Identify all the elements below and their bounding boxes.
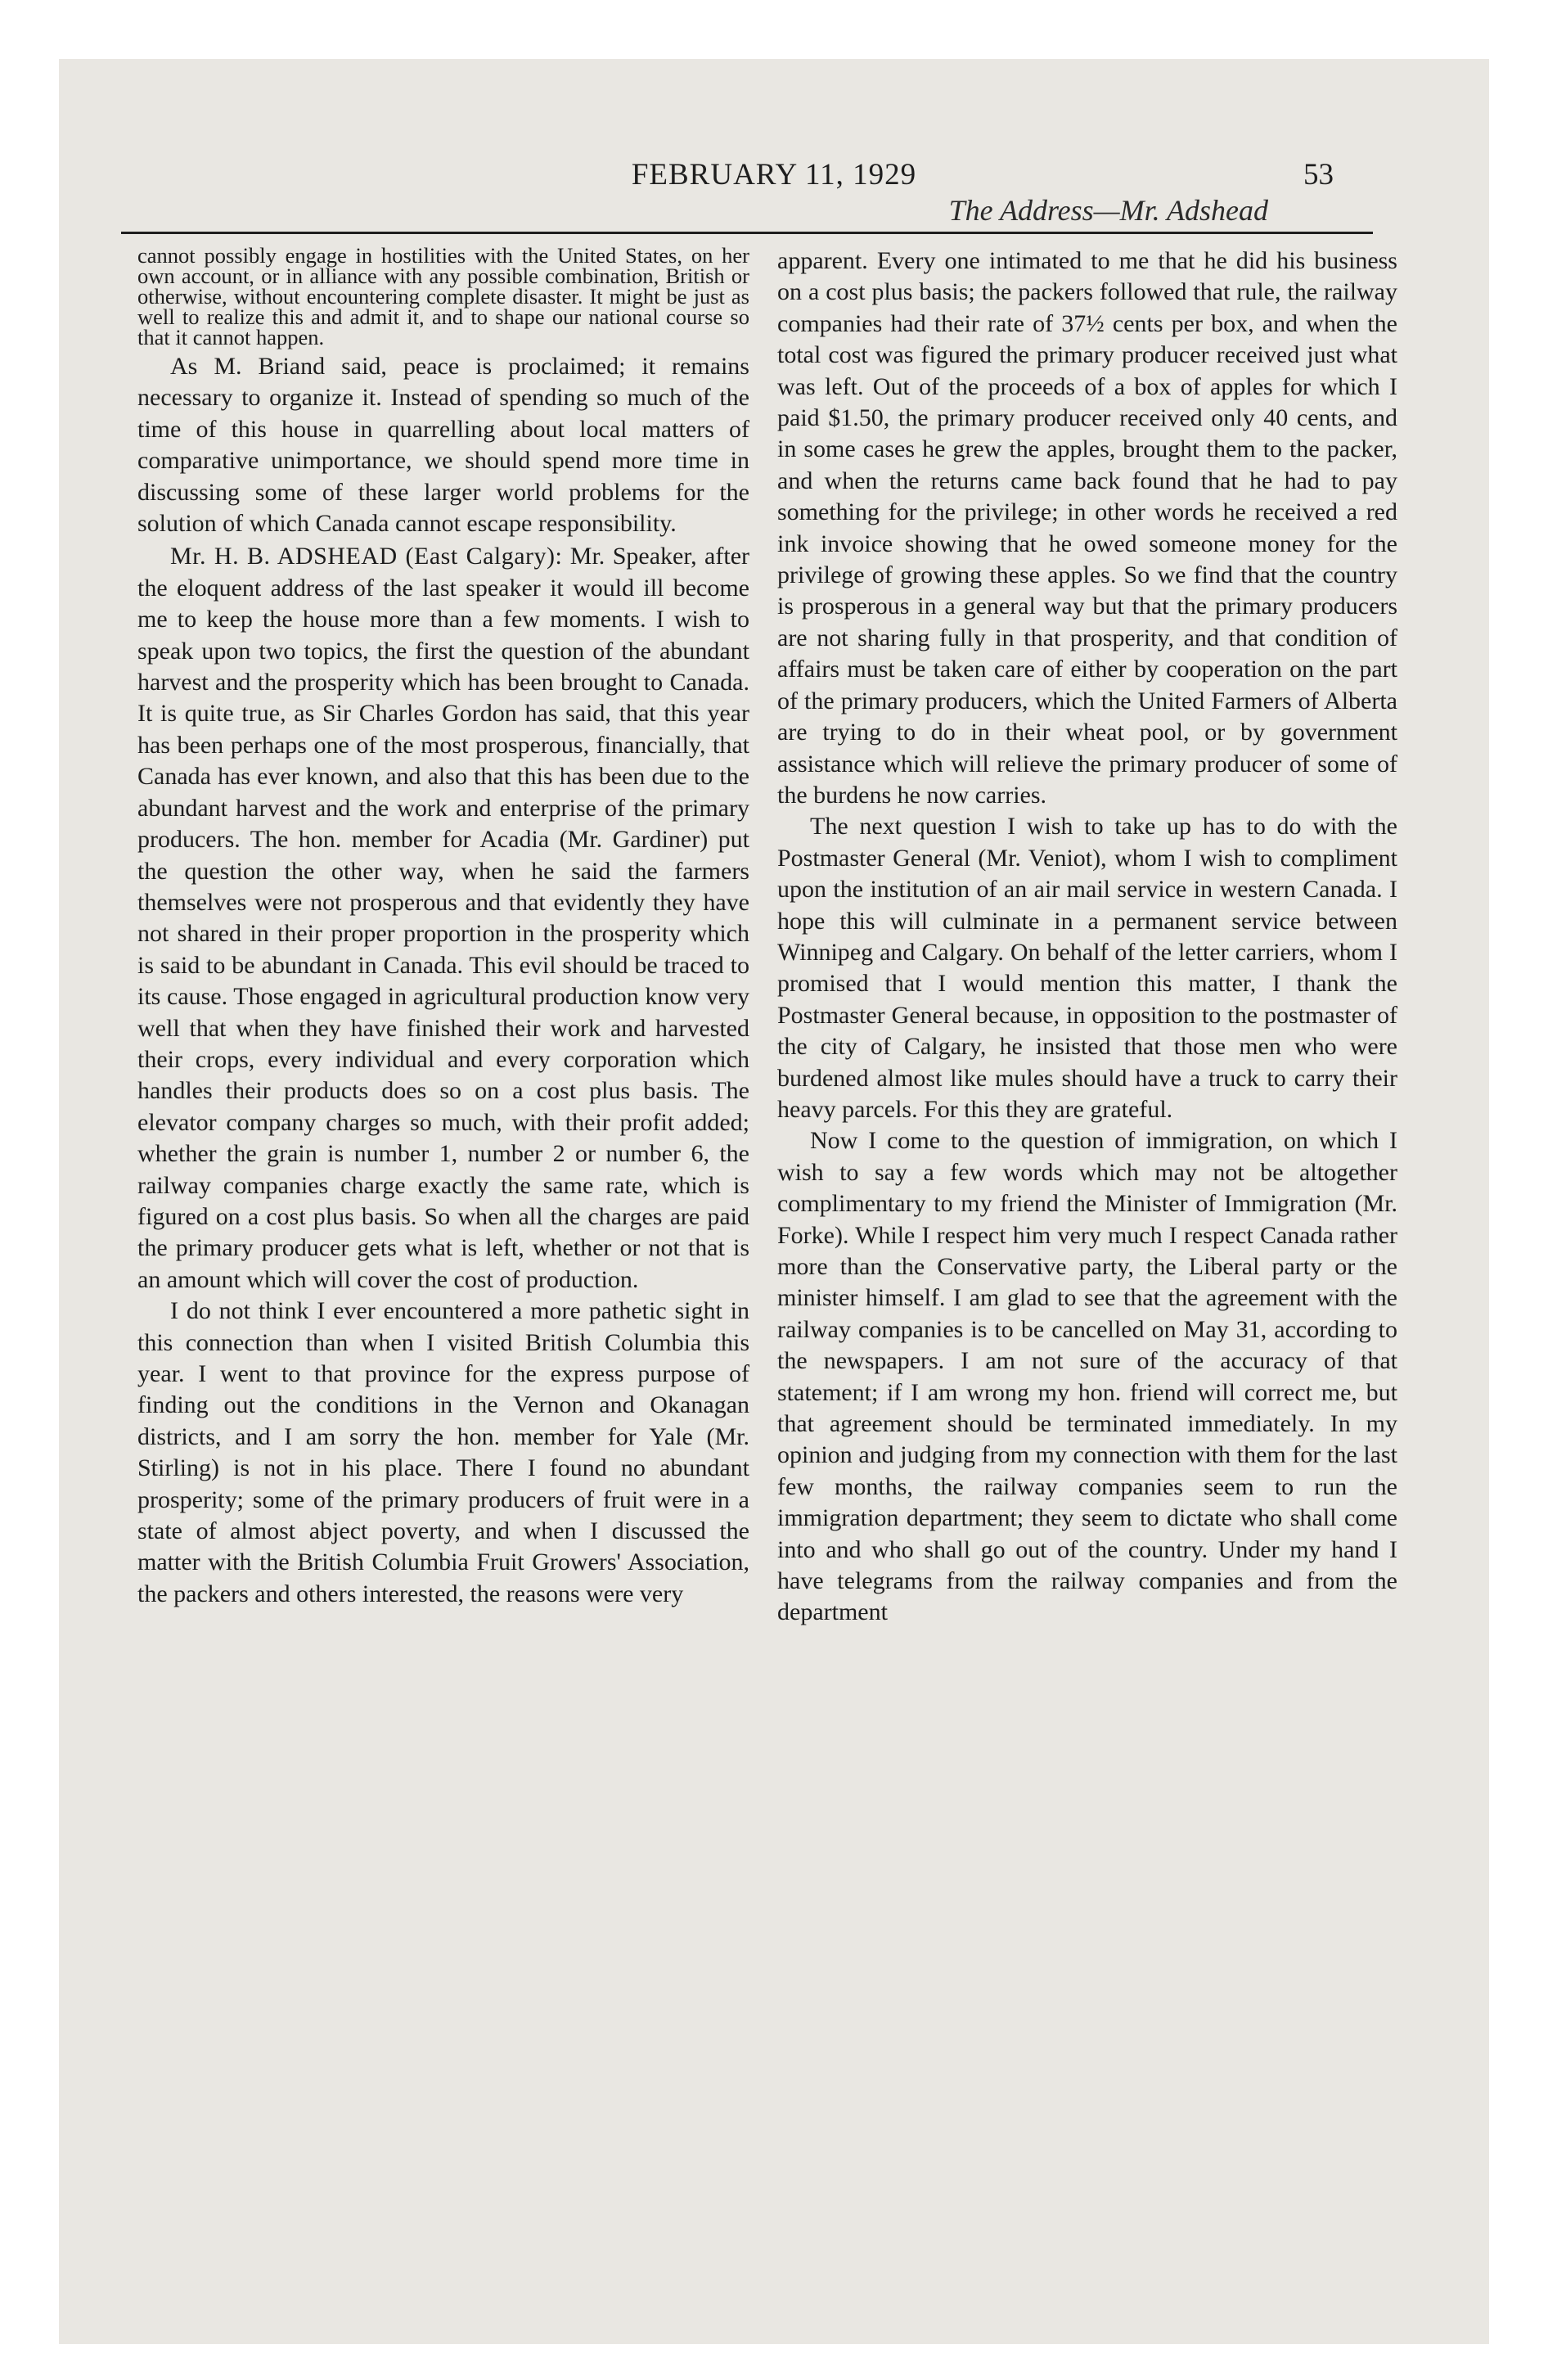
header-rule xyxy=(121,232,1373,234)
paragraph: As M. Briand said, peace is proclaimed; it remains necessary to organize it. Instead of spending so much of the time of this house in quarrelling about local matters of comparative unimportance, we should spend more time in discussing some of these larger world problems for the solution of which Canada cannot escape responsibility. xyxy=(137,353,749,538)
running-head-subtitle: The Address—Mr. Adshead xyxy=(948,194,1268,227)
paragraph: apparent. Every one intimated to me that he did his business on a cost plus basis; the packers followed that rule, the railway companies had their rate of 37½ cents per box, and when the total cost was figured the primary producer received just what was left. Out of the proceeds of a box of apples for which I paid $1.50, the primary producer received only 40 cents, and in some cases he grew the apples, brought them to the packer, and when the returns came back found that he had to pay something for the privilege; in other words he received a red ink invoice showing that he owed someone money for the privilege of growing these apples. So we find that the country is prosperous in a general way but that the primary producers are not sharing fully in that prosperity, and that condition of affairs must be taken care of either by cooperation on the part of the primary producers, which the United Farmers of Alberta are trying to do in their wheat pool, or by government assistance which will relieve the primary producer of some of the burdens he now carries. xyxy=(777,247,1397,809)
paragraph: The next question I wish to take up has to do with the Postmaster General (Mr. Veniot), whom I wish to compliment upon the institution of an air mail service in western Canada. I hope this will culminate in a permanent service between Winnipeg and Calgary. On behalf of the letter carriers, whom I promised that I would mention this matter, I thank the Postmaster General because, in opposition to the postmaster of the city of Calgary, he insisted that those men who were burdened almost like mules should have a truck to carry their heavy parcels. For this they are grateful. xyxy=(777,813,1397,1123)
paragraph: I do not think I ever encountered a more pathetic sight in this connection than when I visited British Columbia this year. I went to that province for the express purpose of finding out the conditions in the Vernon and Okanagan districts, and I am sorry the hon. member for Yale (Mr. Stirling) is not in his place. There I found no abundant prosperity; some of the primary producers of fruit were in a state of almost abject poverty, and when I discussed the matter with the British Columbia Fruit Growers' Association, the packers and others interested, the reasons were very xyxy=(137,1297,749,1607)
speaker-name: Mr. H. B. ADSHEAD (East Calgary): xyxy=(170,543,563,570)
left-column xyxy=(137,243,750,1610)
header-date: FEBRUARY 11, 1929 xyxy=(631,158,917,192)
paragraph: Now I come to the question of immigration, on which I wish to say a few words which may not be altogether complimentary to my friend the Minister of Immigration (Mr. Forke). While I respect him very much I respect Canada rather more than the Conservative party, the Liberal party or the minister himself. I am glad to see that the agreement with the railway companies is to be cancelled on May 31, according to the newspapers. I am not sure of the accuracy of that statement; if I am wrong my hon. friend will correct me, but that agreement should be terminated immediately. In my opinion and judging from my connection with them for the last few months, the railway companies seem to run the immigration department; they seem to dictate who shall come into and who shall go out of the country. Under my hand I have telegrams from the railway companies and from the department xyxy=(777,1127,1397,1626)
right-column xyxy=(777,246,1397,1629)
paragraph xyxy=(137,541,749,1296)
paragraph-text: Mr. Speaker, after the eloquent address of the last speaker it would ill become me to keep the house more than a few moments. I wish to speak upon two topics, the first the question of the abundant harvest and the prosperity which has been brought to Canada. It is quite true, as Sir Charles Gordon has said, that this year has been perhaps one of the most prosperous, financially, that Canada has ever known, and also that this has been due to the abundant harvest and the work and enterprise of the primary producers. The hon. member for Acadia (Mr. Gardiner) put the question the other way, when he said the farmers themselves were not prosperous and that evidently they have not shared in their proper proportion in the prosperity which is said to be abundant in Canada. This evil should be traced to its cause. Those engaged in agricultural production know very well that when they have finished their work and harvested their crops, every individual and every corporation which handles their products does so on a cost plus basis. The elevator company charges so much, with their profit added; whether the grain is number 1, number 2 or number 6, the railway companies charge exactly the same rate, which is figured on a cost plus basis. So when all the charges are paid the primary producer gets what is left, whether or not that is an amount which will cover the cost of production. xyxy=(137,543,750,1293)
page-number: 53 xyxy=(1303,158,1334,192)
paragraph: cannot possibly engage in hostilities with the United States, on her own account, or in alliance with any possible combination, British or otherwise, without encountering complete disaster. It might be just as well to realize this and admit it, and to shape our national course so that it cannot happen. xyxy=(137,243,749,349)
